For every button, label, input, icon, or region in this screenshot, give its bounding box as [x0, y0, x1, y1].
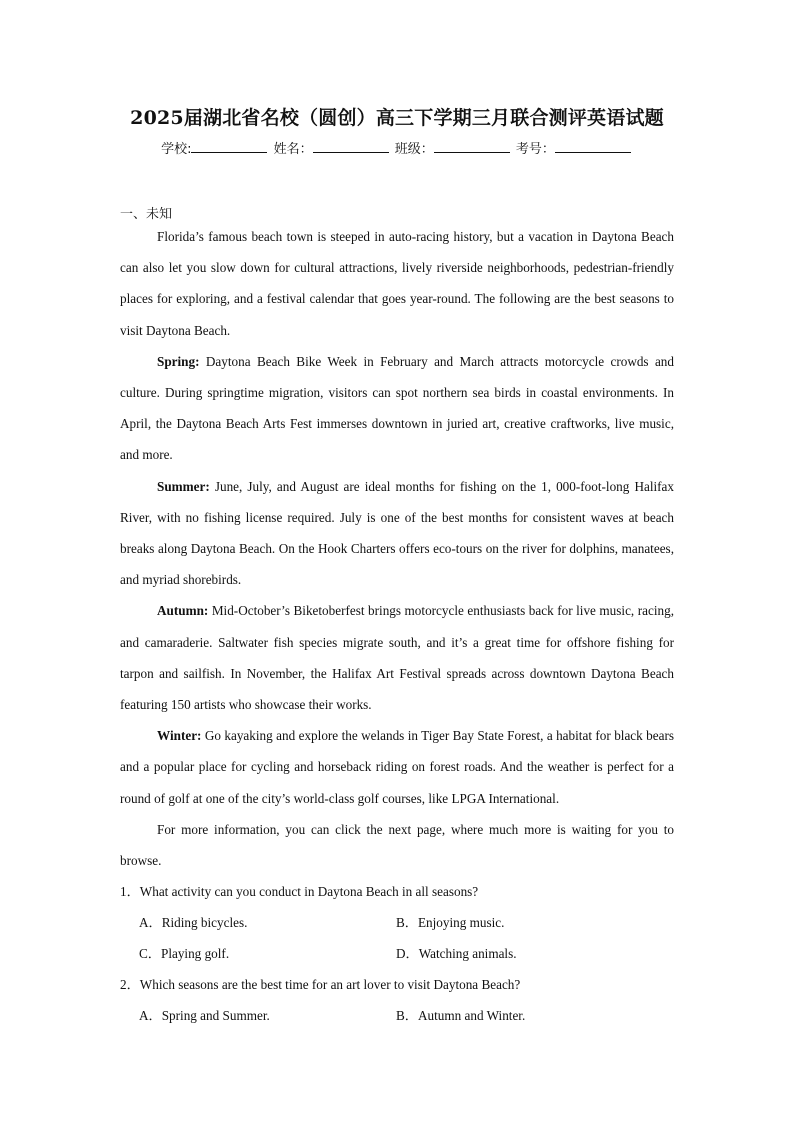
question-1-option-d[interactable]: D．Watching animals. [396, 946, 517, 961]
exam-number-label: 考号： [515, 142, 555, 157]
summer-text: June, July, and August are ideal months for fishing on the 1, 000-foot-long Halifax River, with no fishing license required. July is one of the best months for consistent waves at beach breaks along Daytona Beach. On the Hook Charters offers eco-tours on the river for dolphins, manatees, and myriad shorebirds. [120, 478, 674, 588]
passage-summer [120, 471, 674, 596]
summer-label: Summer: [157, 478, 210, 494]
passage-autumn [120, 595, 674, 720]
spring-text: Daytona Beach Bike Week in February and March attracts motorcycle crowds and culture. During springtime migration, visitors can spot northern sea birds in coastal environments. In April, the Daytona Beach Arts Fest immerses downtown in juried art, creative craftworks, live music, and more. [120, 353, 674, 463]
autumn-label: Autumn: [157, 603, 209, 619]
winter-text: Go kayaking and explore the welands in Tiger Bay State Forest, a habitat for black bears and a popular place for cycling and horseback riding on forest roads. And the weather is perfect for a round of golf at one of the city’s world-class golf courses, like LPGA International. [120, 728, 674, 806]
name-label: 姓名： [273, 142, 313, 157]
question-1-option-a[interactable]: A．Riding bicycles. [139, 915, 248, 930]
question-2-option-b[interactable]: B．Autumn and Winter. [396, 1008, 526, 1023]
question-1-option-b[interactable]: B．Enjoying music. [396, 915, 505, 930]
spring-label: Spring: [157, 353, 200, 369]
passage-closing: For more information, you can click the next page, where much more is waiting for you to browse. [120, 821, 674, 869]
winter-label: Winter: [157, 728, 202, 744]
page-title: 2025届湖北省名校（圆创）高三下学期三月联合测评英语试题 [130, 107, 664, 129]
name-blank[interactable] [313, 140, 389, 153]
passage-intro: Florida’s famous beach town is steeped in auto-racing history, but a vacation in Daytona Beach can also let you slow down for cultural attractions, lively riverside neighborhoods, pedestrian-friendly places for exploring, and a festival calendar that goes year-round. The following are the best seasons to visit Daytona Beach. [120, 229, 674, 338]
passage-winter [120, 720, 674, 814]
student-info-line [0, 138, 794, 157]
question-2-option-a[interactable]: A．Spring and Summer. [139, 1008, 270, 1023]
passage-spring [120, 346, 674, 471]
school-label: 学校: [161, 142, 192, 157]
school-blank[interactable] [191, 140, 267, 153]
question-2-stem: 2．Which seasons are the best time for an art lover to visit Daytona Beach? [120, 977, 521, 992]
question-1-option-c[interactable]: C．Playing golf. [139, 946, 230, 961]
exam-number-blank[interactable] [555, 140, 631, 153]
reading-passage [120, 221, 674, 876]
class-blank[interactable] [434, 140, 510, 153]
section-heading: 一、未知 [120, 207, 173, 222]
question-1-stem: 1．What activity can you conduct in Daytona Beach in all seasons? [120, 884, 479, 899]
class-label: 班级： [394, 142, 434, 157]
autumn-text: Mid-October’s Biketoberfest brings motorcycle enthusiasts back for live music, racing, and camaraderie. Saltwater fish species migrate south, and it’s a great time for offshore fishing for tarpon and sailfish. In November, the Halifax Art Festival spreads across downtown Daytona Beach featuring 150 artists who showcase their works. [120, 603, 674, 713]
